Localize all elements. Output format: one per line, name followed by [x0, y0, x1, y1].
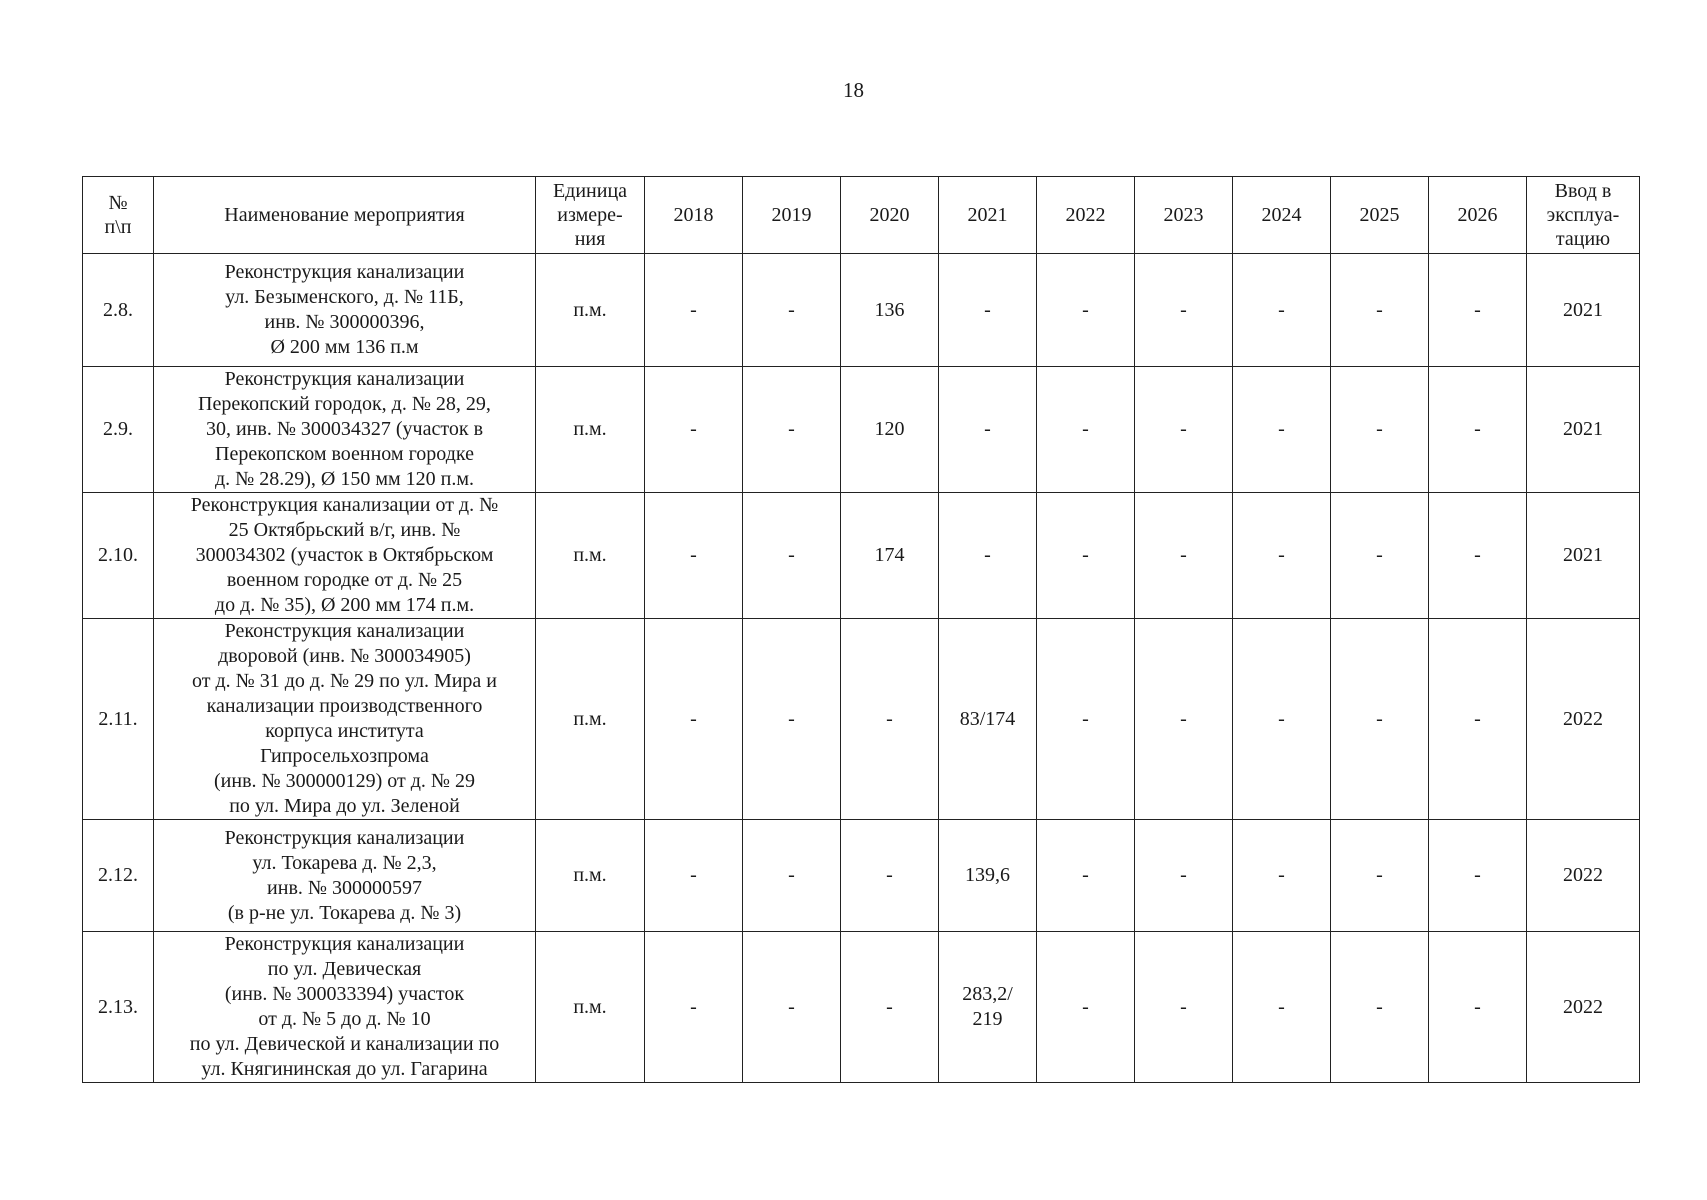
row-name [154, 254, 536, 367]
row-year-value: - [1429, 254, 1527, 367]
row-year-value: - [645, 932, 743, 1083]
row-year-value: - [1429, 493, 1527, 619]
row-name-line: Перекопском военном городке [215, 443, 474, 465]
row-name-line: Реконструкция канализации [224, 933, 465, 955]
row-year-value: 174 [841, 493, 939, 619]
header-num [83, 177, 154, 254]
header-unit-line: ния [574, 228, 606, 250]
row-year-value: - [1037, 820, 1135, 932]
row-name-line: Гипросельхозпрома [260, 745, 429, 767]
row-year-value: 120 [841, 367, 939, 493]
row-year-value: - [1429, 820, 1527, 932]
row-unit: п.м. [536, 493, 645, 619]
row-year-value: - [1233, 254, 1331, 367]
table-row [83, 932, 1640, 1083]
row-name-line: канализации производственного [206, 695, 483, 717]
row-year-value: - [743, 932, 841, 1083]
row-intro: 2021 [1527, 254, 1640, 367]
row-year-value: - [743, 254, 841, 367]
measures-table [82, 176, 1640, 1083]
row-year-value: - [1331, 619, 1429, 820]
table-row [83, 619, 1640, 820]
row-year-value: - [1233, 493, 1331, 619]
row-name-line: Перекопский городок, д. № 28, 29, [198, 393, 491, 415]
header-intro-line: Ввод в [1554, 180, 1612, 202]
header-num-line: п\п [104, 216, 132, 238]
row-name-line: Реконструкция канализации [224, 368, 465, 390]
row-year-value: - [939, 367, 1037, 493]
row-name-line: 300034302 (участок в Октябрьском [195, 544, 494, 566]
header-year: 2018 [645, 177, 743, 254]
row-name-line: (инв. № 300033394) участок [224, 983, 465, 1005]
header-year: 2022 [1037, 177, 1135, 254]
row-year-value: - [1233, 932, 1331, 1083]
row-name-line: по ул. Девической и канализации по [189, 1033, 500, 1055]
row-name [154, 367, 536, 493]
row-name-line: (в р-не ул. Токарева д. № 3) [227, 901, 462, 924]
row-year-value: - [743, 619, 841, 820]
row-name-line: Реконструкция канализации [224, 261, 465, 283]
row-year-value: - [1331, 254, 1429, 367]
row-name-line: 30, инв. № 300034327 (участок в [205, 418, 484, 440]
row-num: 2.8. [83, 254, 154, 367]
row-year-value: - [1135, 367, 1233, 493]
row-name-line: военном городке от д. № 25 [226, 569, 463, 591]
row-unit: п.м. [536, 619, 645, 820]
row-year-value: 139,6 [939, 820, 1037, 932]
row-year-value: - [1331, 493, 1429, 619]
row-year-value: - [1135, 820, 1233, 932]
row-year-value: - [1037, 254, 1135, 367]
row-year-value: - [939, 493, 1037, 619]
row-year-value [939, 932, 1037, 1083]
row-year-value: - [1135, 254, 1233, 367]
row-year-value: - [1429, 619, 1527, 820]
row-name [154, 932, 536, 1083]
row-num: 2.12. [83, 820, 154, 932]
header-unit-line: Единица [552, 180, 628, 202]
row-year-value-line: 219 [972, 1008, 1003, 1030]
row-year-value: - [645, 254, 743, 367]
table-header-row [83, 177, 1640, 254]
row-name [154, 820, 536, 932]
row-year-value: - [1135, 493, 1233, 619]
row-num: 2.11. [83, 619, 154, 820]
row-year-value: 83/174 [939, 619, 1037, 820]
header-num-line: № [108, 192, 128, 214]
row-year-value: - [1037, 493, 1135, 619]
row-year-value: - [1429, 367, 1527, 493]
row-name-line: Реконструкция канализации от д. № [190, 494, 499, 516]
table-row [83, 254, 1640, 367]
row-name-line: от д. № 31 до д. № 29 по ул. Мира и [191, 670, 498, 692]
row-year-value: - [743, 820, 841, 932]
row-year-value: - [743, 493, 841, 619]
row-year-value: - [1233, 820, 1331, 932]
row-name-line: по ул. Девическая [267, 958, 422, 980]
row-name-line: 25 Октябрьский в/г, инв. № [228, 519, 461, 541]
measures-table-wrapper [82, 176, 1634, 1083]
row-year-value: - [645, 493, 743, 619]
row-unit: п.м. [536, 367, 645, 493]
row-year-value: - [1135, 619, 1233, 820]
row-year-value: - [645, 820, 743, 932]
header-year: 2023 [1135, 177, 1233, 254]
row-year-value: - [645, 619, 743, 820]
table-body [83, 254, 1640, 1083]
row-num: 2.9. [83, 367, 154, 493]
row-year-value: - [1233, 619, 1331, 820]
header-year: 2020 [841, 177, 939, 254]
row-intro: 2022 [1527, 619, 1640, 820]
header-year: 2025 [1331, 177, 1429, 254]
table-row [83, 820, 1640, 932]
row-name-line: ул. Безыменского, д. № 11Б, [225, 286, 464, 308]
row-num: 2.10. [83, 493, 154, 619]
row-name-line: ул. Княгининская до ул. Гагарина [201, 1058, 488, 1080]
header-unit [536, 177, 645, 254]
row-unit: п.м. [536, 254, 645, 367]
header-name: Наименование мероприятия [154, 177, 536, 254]
row-name-line: (инв. № 300000129) от д. № 29 [214, 770, 475, 792]
table-row [83, 367, 1640, 493]
header-year: 2021 [939, 177, 1037, 254]
row-year-value: - [841, 619, 939, 820]
row-unit: п.м. [536, 820, 645, 932]
row-name-line: ул. Токарева д. № 2,3, [252, 851, 437, 874]
header-intro-line: эксплуа- [1546, 204, 1620, 226]
row-year-value: - [743, 367, 841, 493]
header-unit-line: измере- [557, 204, 623, 226]
row-name-line: инв. № 300000597 [267, 876, 422, 899]
row-year-value: - [1331, 367, 1429, 493]
row-name-line: Ø 200 мм 136 п.м [270, 336, 419, 358]
row-year-value: - [1233, 367, 1331, 493]
header-year: 2026 [1429, 177, 1527, 254]
row-year-value: 136 [841, 254, 939, 367]
row-name [154, 493, 536, 619]
row-unit: п.м. [536, 932, 645, 1083]
row-year-value: - [1331, 932, 1429, 1083]
row-name [154, 619, 536, 820]
row-name-line: до д. № 35), Ø 200 мм 174 п.м. [214, 594, 475, 616]
row-year-value: - [645, 367, 743, 493]
row-intro: 2021 [1527, 493, 1640, 619]
row-name-line: Реконструкция канализации [224, 620, 465, 642]
row-year-value: - [1037, 932, 1135, 1083]
row-year-value: - [1331, 820, 1429, 932]
row-year-value: - [939, 254, 1037, 367]
row-year-value: - [1037, 367, 1135, 493]
row-intro: 2022 [1527, 820, 1640, 932]
row-year-value: - [841, 820, 939, 932]
row-num: 2.13. [83, 932, 154, 1083]
row-year-value-line: 283,2/ [962, 983, 1013, 1005]
row-year-value: - [841, 932, 939, 1083]
header-intro-line: тацию [1555, 228, 1611, 250]
row-name-line: корпуса института [265, 720, 424, 742]
row-name-line: д. № 28.29), Ø 150 мм 120 п.м. [214, 468, 475, 490]
row-name-line: по ул. Мира до ул. Зеленой [229, 795, 460, 817]
row-name-line: Реконструкция канализации [224, 826, 465, 849]
row-year-value: - [1135, 932, 1233, 1083]
row-name-line: инв. № 300000396, [264, 311, 425, 333]
row-intro: 2021 [1527, 367, 1640, 493]
row-name-line: дворовой (инв. № 300034905) [218, 645, 471, 667]
row-year-value: - [1429, 932, 1527, 1083]
page-number: 18 [843, 78, 864, 102]
row-name-line: от д. № 5 до д. № 10 [258, 1008, 431, 1030]
header-year: 2019 [743, 177, 841, 254]
header-year: 2024 [1233, 177, 1331, 254]
table-row [83, 493, 1640, 619]
row-year-value: - [1037, 619, 1135, 820]
row-intro: 2022 [1527, 932, 1640, 1083]
header-intro [1527, 177, 1640, 254]
